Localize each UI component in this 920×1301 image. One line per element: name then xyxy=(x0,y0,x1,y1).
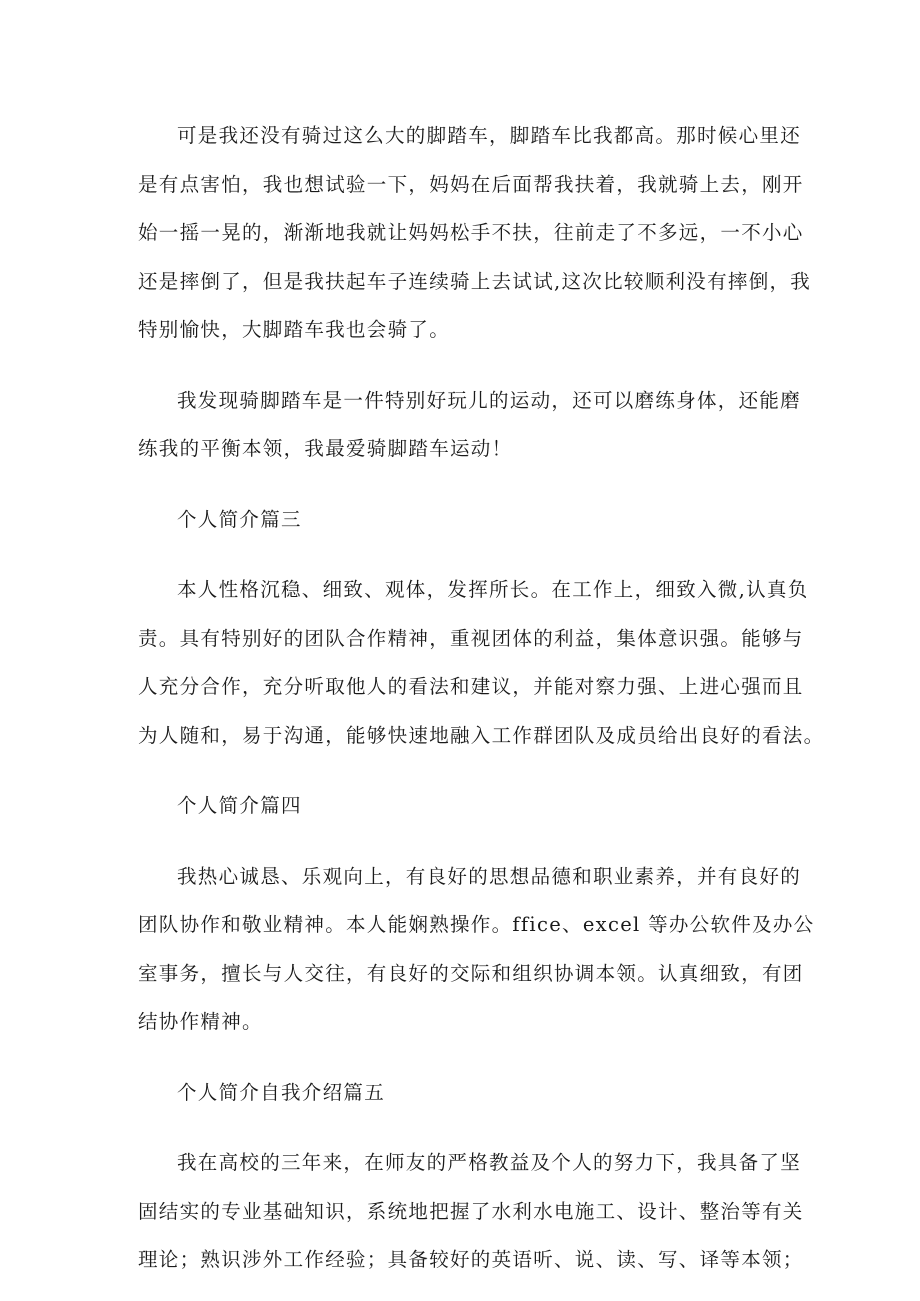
text-line: 室事务，擅长与人交往，有良好的交际和组织协调本领。认真细致，有团 xyxy=(138,961,804,985)
text-line: 还是摔倒了，但是我扶起车子连续骑上去试试,这次比较顺利没有摔倒，我 xyxy=(138,269,812,293)
text-line: 为人随和，易于沟通，能够快速地融入工作群团队及成员给出良好的看法。 xyxy=(138,723,825,747)
section-heading-3: 个人简介篇三 xyxy=(177,507,302,531)
section-heading-5: 个人简介自我介绍篇五 xyxy=(177,1080,386,1104)
text-line: 练我的平衡本领，我最爱骑脚踏车运动！ xyxy=(138,437,513,460)
section-heading-4: 个人简介篇四 xyxy=(177,794,302,817)
paragraph-profile-3 xyxy=(138,566,825,760)
text-line: 理论；熟识涉外工作经验；具备较好的英语听、说、读、写、译等本领； xyxy=(138,1248,804,1271)
text-line: 责。具有特别好的团队合作精神，重视团体的利益，集体意识强。能够与 xyxy=(138,626,804,650)
paragraph-bike-riding xyxy=(138,112,812,355)
text-line: 是有点害怕，我也想试验一下，妈妈在后面帮我扶着，我就骑上去，刚开 xyxy=(138,172,804,196)
paragraph-bike-fun xyxy=(138,377,802,474)
text-line: 团队协作和敬业精神。本人能娴熟操作。ffice、excel 等办公软件及办公 xyxy=(138,913,815,936)
text-line: 始一摇一晃的，渐渐地我就让妈妈松手不扶，往前走了不多远，一不小心 xyxy=(138,221,804,244)
paragraph-profile-5 xyxy=(138,1139,804,1285)
text-line: 我热心诚恳、乐观向上，有良好的思想品德和职业素养，并有良好的 xyxy=(177,864,802,888)
text-line: 本人性格沉稳、细致、观体，发挥所长。在工作上，细致入微,认真负 xyxy=(177,578,809,601)
text-line: 我发现骑脚踏车是一件特别好玩儿的运动，还可以磨练身体，还能磨 xyxy=(177,388,802,412)
paragraph-profile-4 xyxy=(138,853,815,1047)
text-line: 我在高校的三年来，在师友的严格教益及个人的努力下，我具备了坚 xyxy=(177,1151,802,1174)
text-line: 结协作精神。 xyxy=(138,1010,263,1033)
text-line: 特别愉快，大脚踏车我也会骑了。 xyxy=(138,318,451,341)
text-line: 可是我还没有骑过这么大的脚踏车，脚踏车比我都高。那时候心里还 xyxy=(177,124,802,147)
text-line: 固结实的专业基础知识，系统地把握了水利水电施工、设计、整治等有关 xyxy=(138,1199,804,1223)
text-line: 人充分合作，充分听取他人的看法和建议，并能对察力强、上进心强而且 xyxy=(138,675,804,698)
